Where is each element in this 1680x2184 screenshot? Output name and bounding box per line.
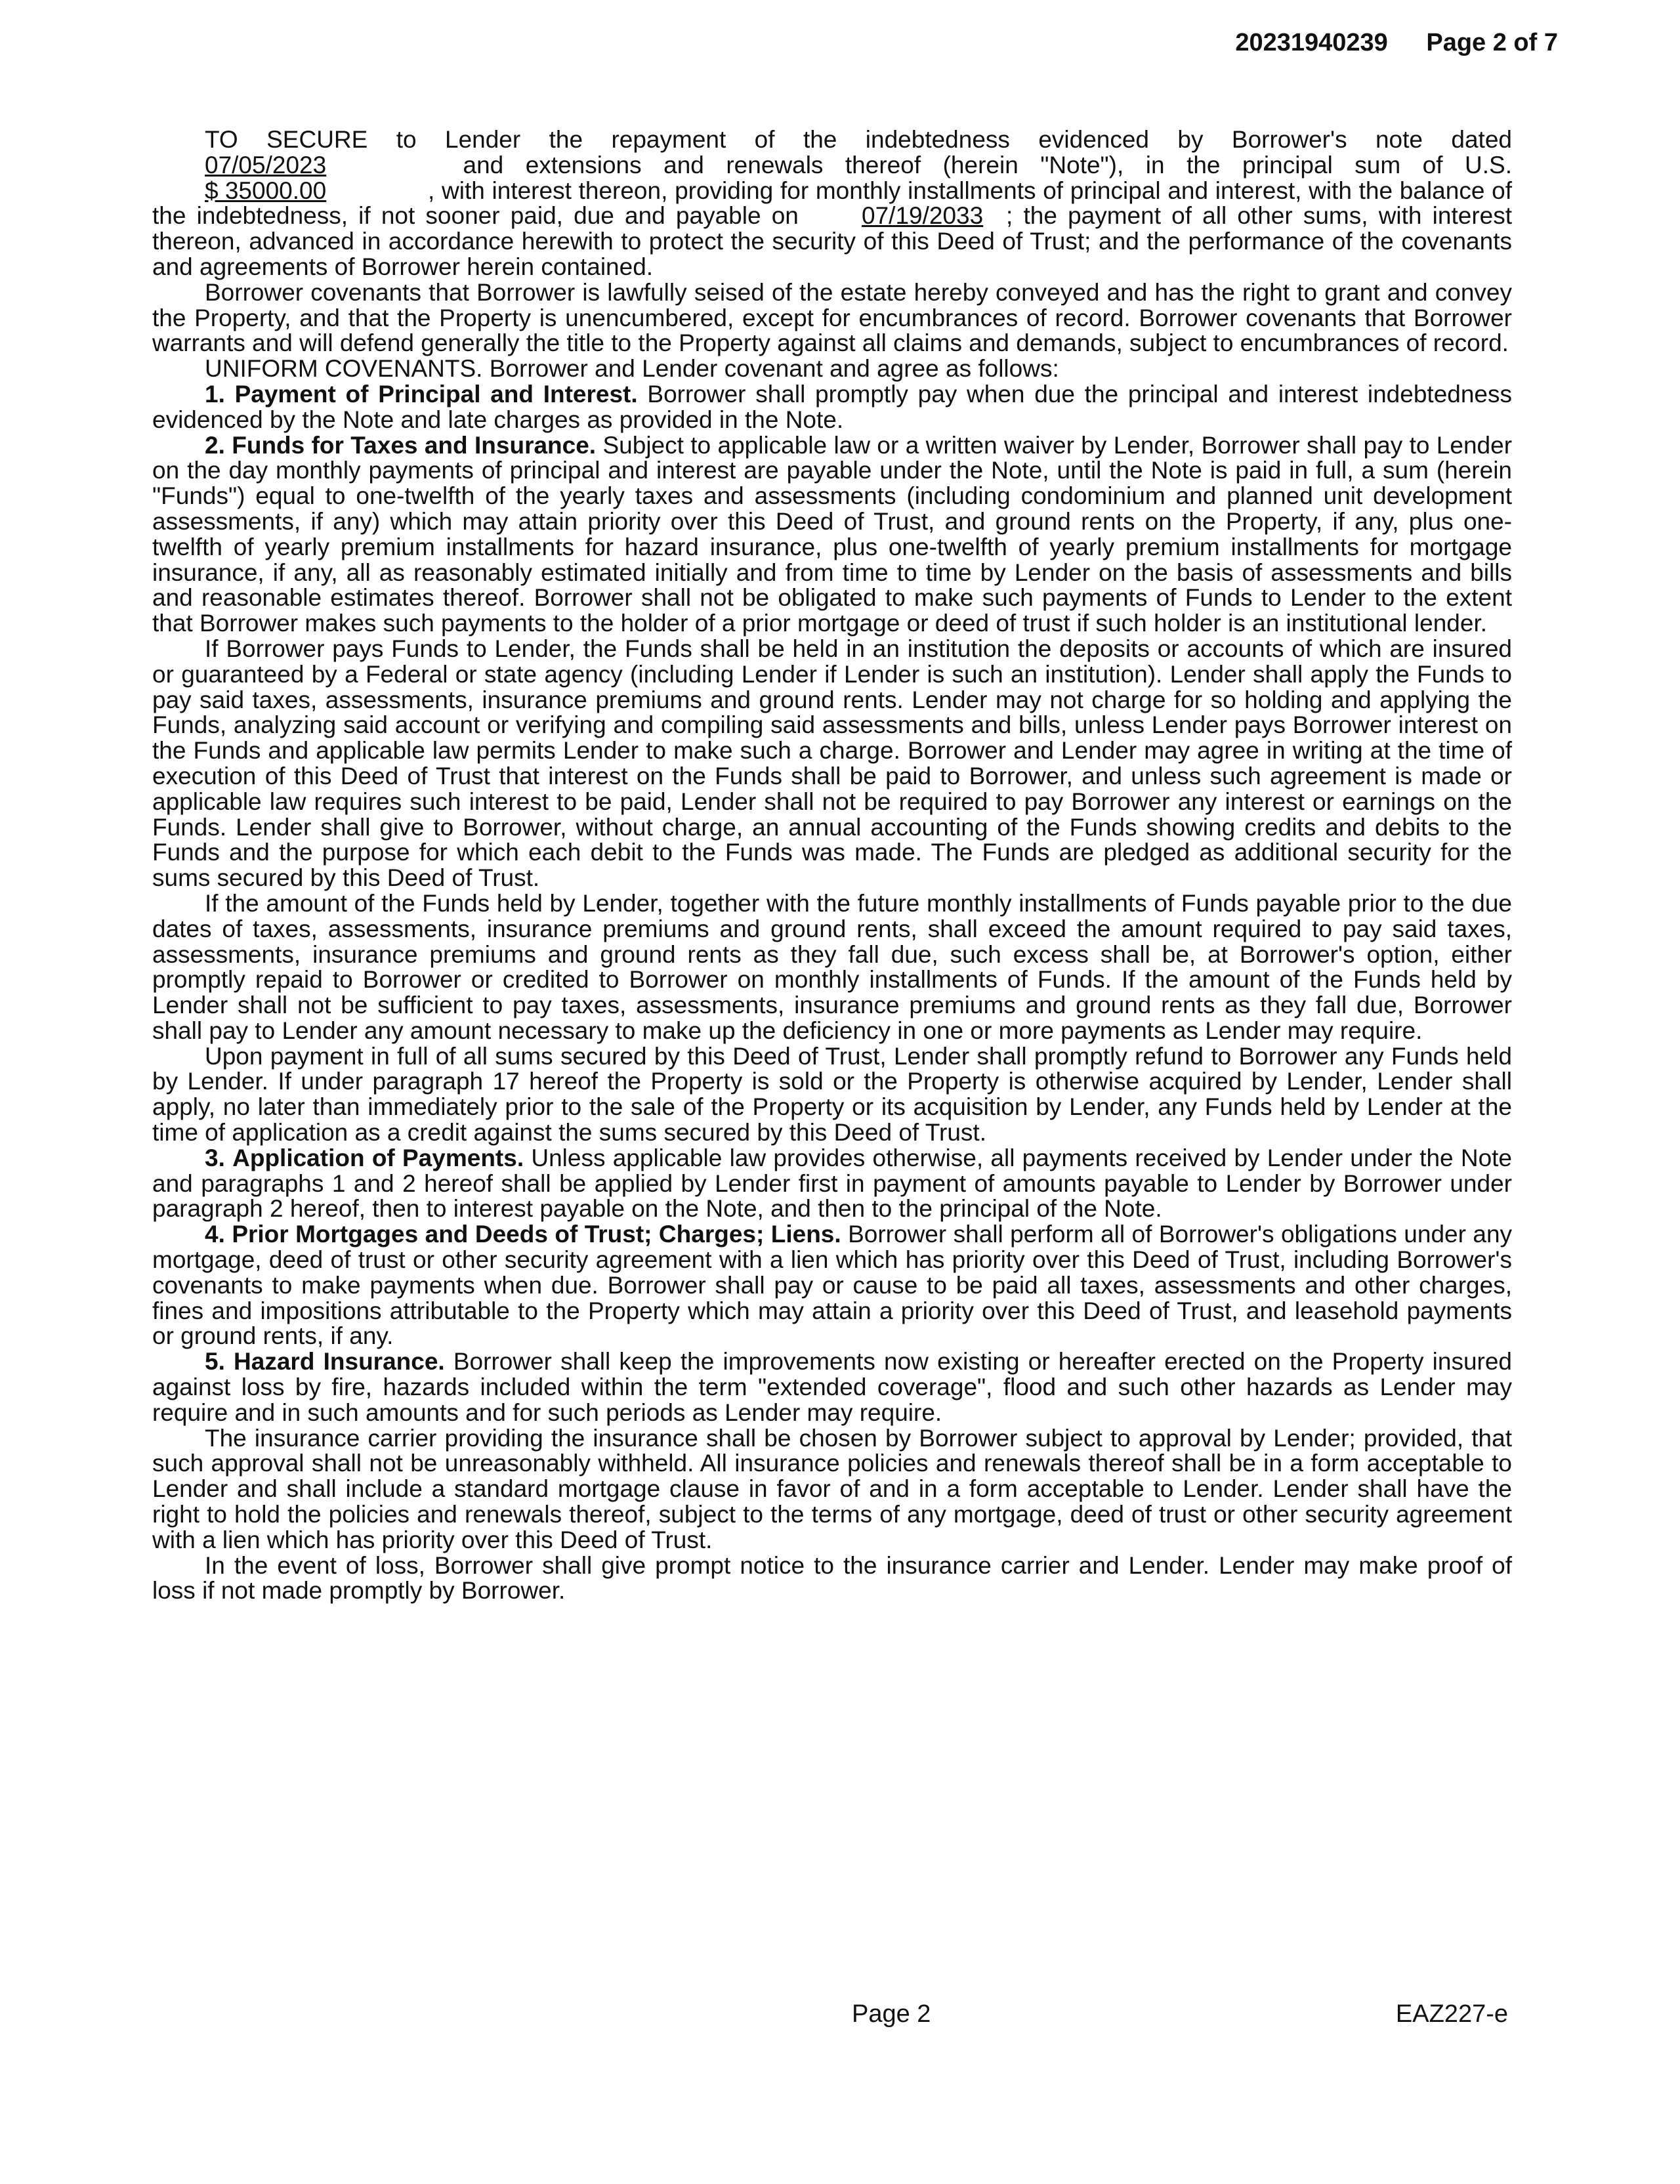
section-5-number: 5.	[205, 1348, 225, 1376]
principal-amount-field: $ 35000.00	[205, 177, 327, 204]
section-3-text: Unless applicable law provides otherwise, all payments received by Lender under the Note and paragraphs 1 and 2 hereof shall be applied by Lender first in payment of amounts payable to Lender by Borrower under paragraph 2 hereof, then to interest payable on the Note, and then to the principal of the Note.	[152, 1144, 1513, 1223]
note-date-field: 07/05/2023	[205, 151, 327, 178]
section-4-number: 4.	[205, 1221, 225, 1248]
page-count-label: Page 2 of 7	[1426, 29, 1558, 56]
section-2-funds-held-paragraph: If Borrower pays Funds to Lender, the Funds shall be held in an institution the deposits or accounts of which are insured or guaranteed by a Federal or state agency (including Lender if Lender is such an institution). Lender shall apply the Funds to pay said taxes, assessments, insurance premiums and ground rents. Lender may not charge for so holding and applying the Funds, analyzing said account or verifying and compiling said assessments and bills, unless Lender pays Borrower interest on the Funds and applicable law permits Lender to make such a charge. Borrower and Lender may agree in writing at the time of execution of this Deed of Trust that interest on the Funds shall be paid to Borrower, and unless such agreement is made or applicable law requires such interest to be paid, Lender shall not be required to pay Borrower any interest or earnings on the Funds. Lender shall give to Borrower, without charge, an annual accounting of the Funds showing credits and debits to the Funds and the purpose for which each debit to the Funds was made. The Funds are pledged as additional security for the sums secured by this Deed of Trust.	[152, 635, 1512, 892]
section-1-paragraph	[152, 382, 1512, 433]
footer-form-code: EAZ227-e	[1395, 2000, 1508, 2028]
section-1-title: Payment of Principal and Interest.	[234, 380, 638, 408]
maturity-date-field: 07/19/2033	[862, 202, 984, 230]
section-3-number: 3.	[205, 1144, 225, 1171]
covenant-seisin-paragraph: Borrower covenants that Borrower is lawfully seised of the estate hereby conveyed and has the right to grant and convey the Property, and that the Property is unencumbered, except for encumbrances of record. Borrower covenants that Borrower warrants and will defend generally the title to the Property against all claims and demands, subject to encumbrances of record.	[152, 278, 1512, 357]
section-2-number: 2.	[205, 431, 225, 459]
section-4-title: Prior Mortgages and Deeds of Trust; Charges; Liens.	[232, 1221, 841, 1248]
section-2-text: Subject to applicable law or a written waiver by Lender, Borrower shall pay to Lender on the day monthly payments of principal and interest are payable under the Note, until the Note is paid in full, a sum (herein "Funds") equal to one-twelfth of the yearly taxes and assessments (including condominium and planned unit development assessments, if any) which may attain priority over this Deed of Trust, and ground rents on the Property, if any, plus one-twelfth of yearly premium installments for hazard insurance, plus one-twelfth of yearly premium installments for mortgage insurance, if any, all as reasonably estimated initially and from time to time by Lender on the basis of assessments and bills and reasonable estimates thereof. Borrower shall not be obligated to make such payments of Funds to Lender to the extent that Borrower makes such payments to the holder of a prior mortgage or deed of trust if such holder is an institutional lender.	[152, 431, 1513, 637]
secure-mid2-text: , with interest thereon, providing for monthly installments of principal and interest, with the balance of the indebtedness, if not sooner paid, due and payable on	[152, 177, 1512, 230]
section-5-title: Hazard Insurance.	[234, 1348, 445, 1376]
uniform-covenants-intro: UNIFORM COVENANTS. Borrower and Lender covenant and agree as follows:	[205, 355, 1059, 383]
section-4-paragraph	[152, 1222, 1512, 1349]
section-1-number: 1.	[205, 380, 225, 408]
section-2-excess-paragraph: If the amount of the Funds held by Lender, together with the future monthly installments of Funds payable prior to the due dates of taxes, assessments, insurance premiums and ground rents, shall exceed the amount required to pay said taxes, assessments, insurance premiums and ground rents as they fall due, such excess shall be, at Borrower's option, either promptly repaid to Borrower or credited to Borrower on monthly installments of Funds. If the amount of the Funds held by Lender shall not be sufficient to pay taxes, assessments, insurance premiums and ground rents as they fall due, Borrower shall pay to Lender any amount necessary to make up the deficiency in one or more payments as Lender may require.	[152, 889, 1512, 1044]
page-header	[1235, 29, 1558, 57]
section-1-text: Borrower shall promptly pay when due the principal and interest indebtedness evidenced by the Note and late charges as provided in the Note.	[152, 380, 1513, 433]
secure-tail-text: ; the payment of all other sums, with interest thereon, advanced in accordance herewith to protect the security of this Deed of Trust; and the performance of the covenants and agreements of Borrower herein contained.	[152, 202, 1512, 280]
section-2-paragraph	[152, 433, 1512, 637]
section-5-carrier-paragraph: The insurance carrier providing the insurance shall be chosen by Borrower subject to approval by Lender; provided, that such approval shall not be unreasonably withheld. All insurance policies and renewals thereof shall be in a form acceptable to Lender and shall include a standard mortgage clause in favor of and in a form acceptable to Lender. Lender shall have the right to hold the policies and renewals thereof, subject to the terms of any mortgage, deed of trust or other security agreement with a lien which has priority over this Deed of Trust.	[152, 1424, 1512, 1553]
section-2-refund-paragraph: Upon payment in full of all sums secured by this Deed of Trust, Lender shall promptly refund to Borrower any Funds held by Lender. If under paragraph 17 hereof the Property is sold or the Property is otherwise acquired by Lender, Lender shall apply, no later than immediately prior to the sale of the Property or its acquisition by Lender, any Funds held by Lender at the time of application as a credit against the sums secured by this Deed of Trust.	[152, 1042, 1512, 1146]
section-5-loss-paragraph: In the event of loss, Borrower shall give prompt notice to the insurance carrier and Lender. Lender may make proof of loss if not made promptly by Borrower.	[152, 1551, 1512, 1605]
document-body	[152, 127, 1512, 1604]
section-3-paragraph	[152, 1146, 1512, 1222]
section-5-text: Borrower shall keep the improvements now existing or hereafter erected on the Property insured against loss by fire, hazards included within the term "extended coverage", flood and such other hazards as Lender may require and in such amounts and for such periods as Lender may require.	[152, 1348, 1512, 1426]
section-5-paragraph	[152, 1349, 1512, 1425]
section-3-title: Application of Payments.	[232, 1144, 524, 1171]
secure-paragraph	[152, 127, 1512, 280]
secure-mid1-text: and extensions and renewals thereof (herein "Note"), in the principal sum of U.S.	[463, 151, 1512, 178]
document-number: 20231940239	[1235, 29, 1388, 56]
section-4-text: Borrower shall perform all of Borrower's obligations under any mortgage, deed of trust or other security agreement with a lien which has priority over this Deed of Trust, including Borrower's covenants to make payments when due. Borrower shall pay or cause to be paid all taxes, assessments and other charges, fines and impositions attributable to the Property which may attain a priority over this Deed of Trust, and leasehold payments or ground rents, if any.	[152, 1221, 1513, 1350]
section-2-title: Funds for Taxes and Insurance.	[232, 431, 597, 459]
footer-page-number: Page 2	[852, 2000, 931, 2028]
secure-lead-text: TO SECURE to Lender the repayment of the indebtedness evidenced by Borrower's note dated	[205, 126, 1512, 153]
